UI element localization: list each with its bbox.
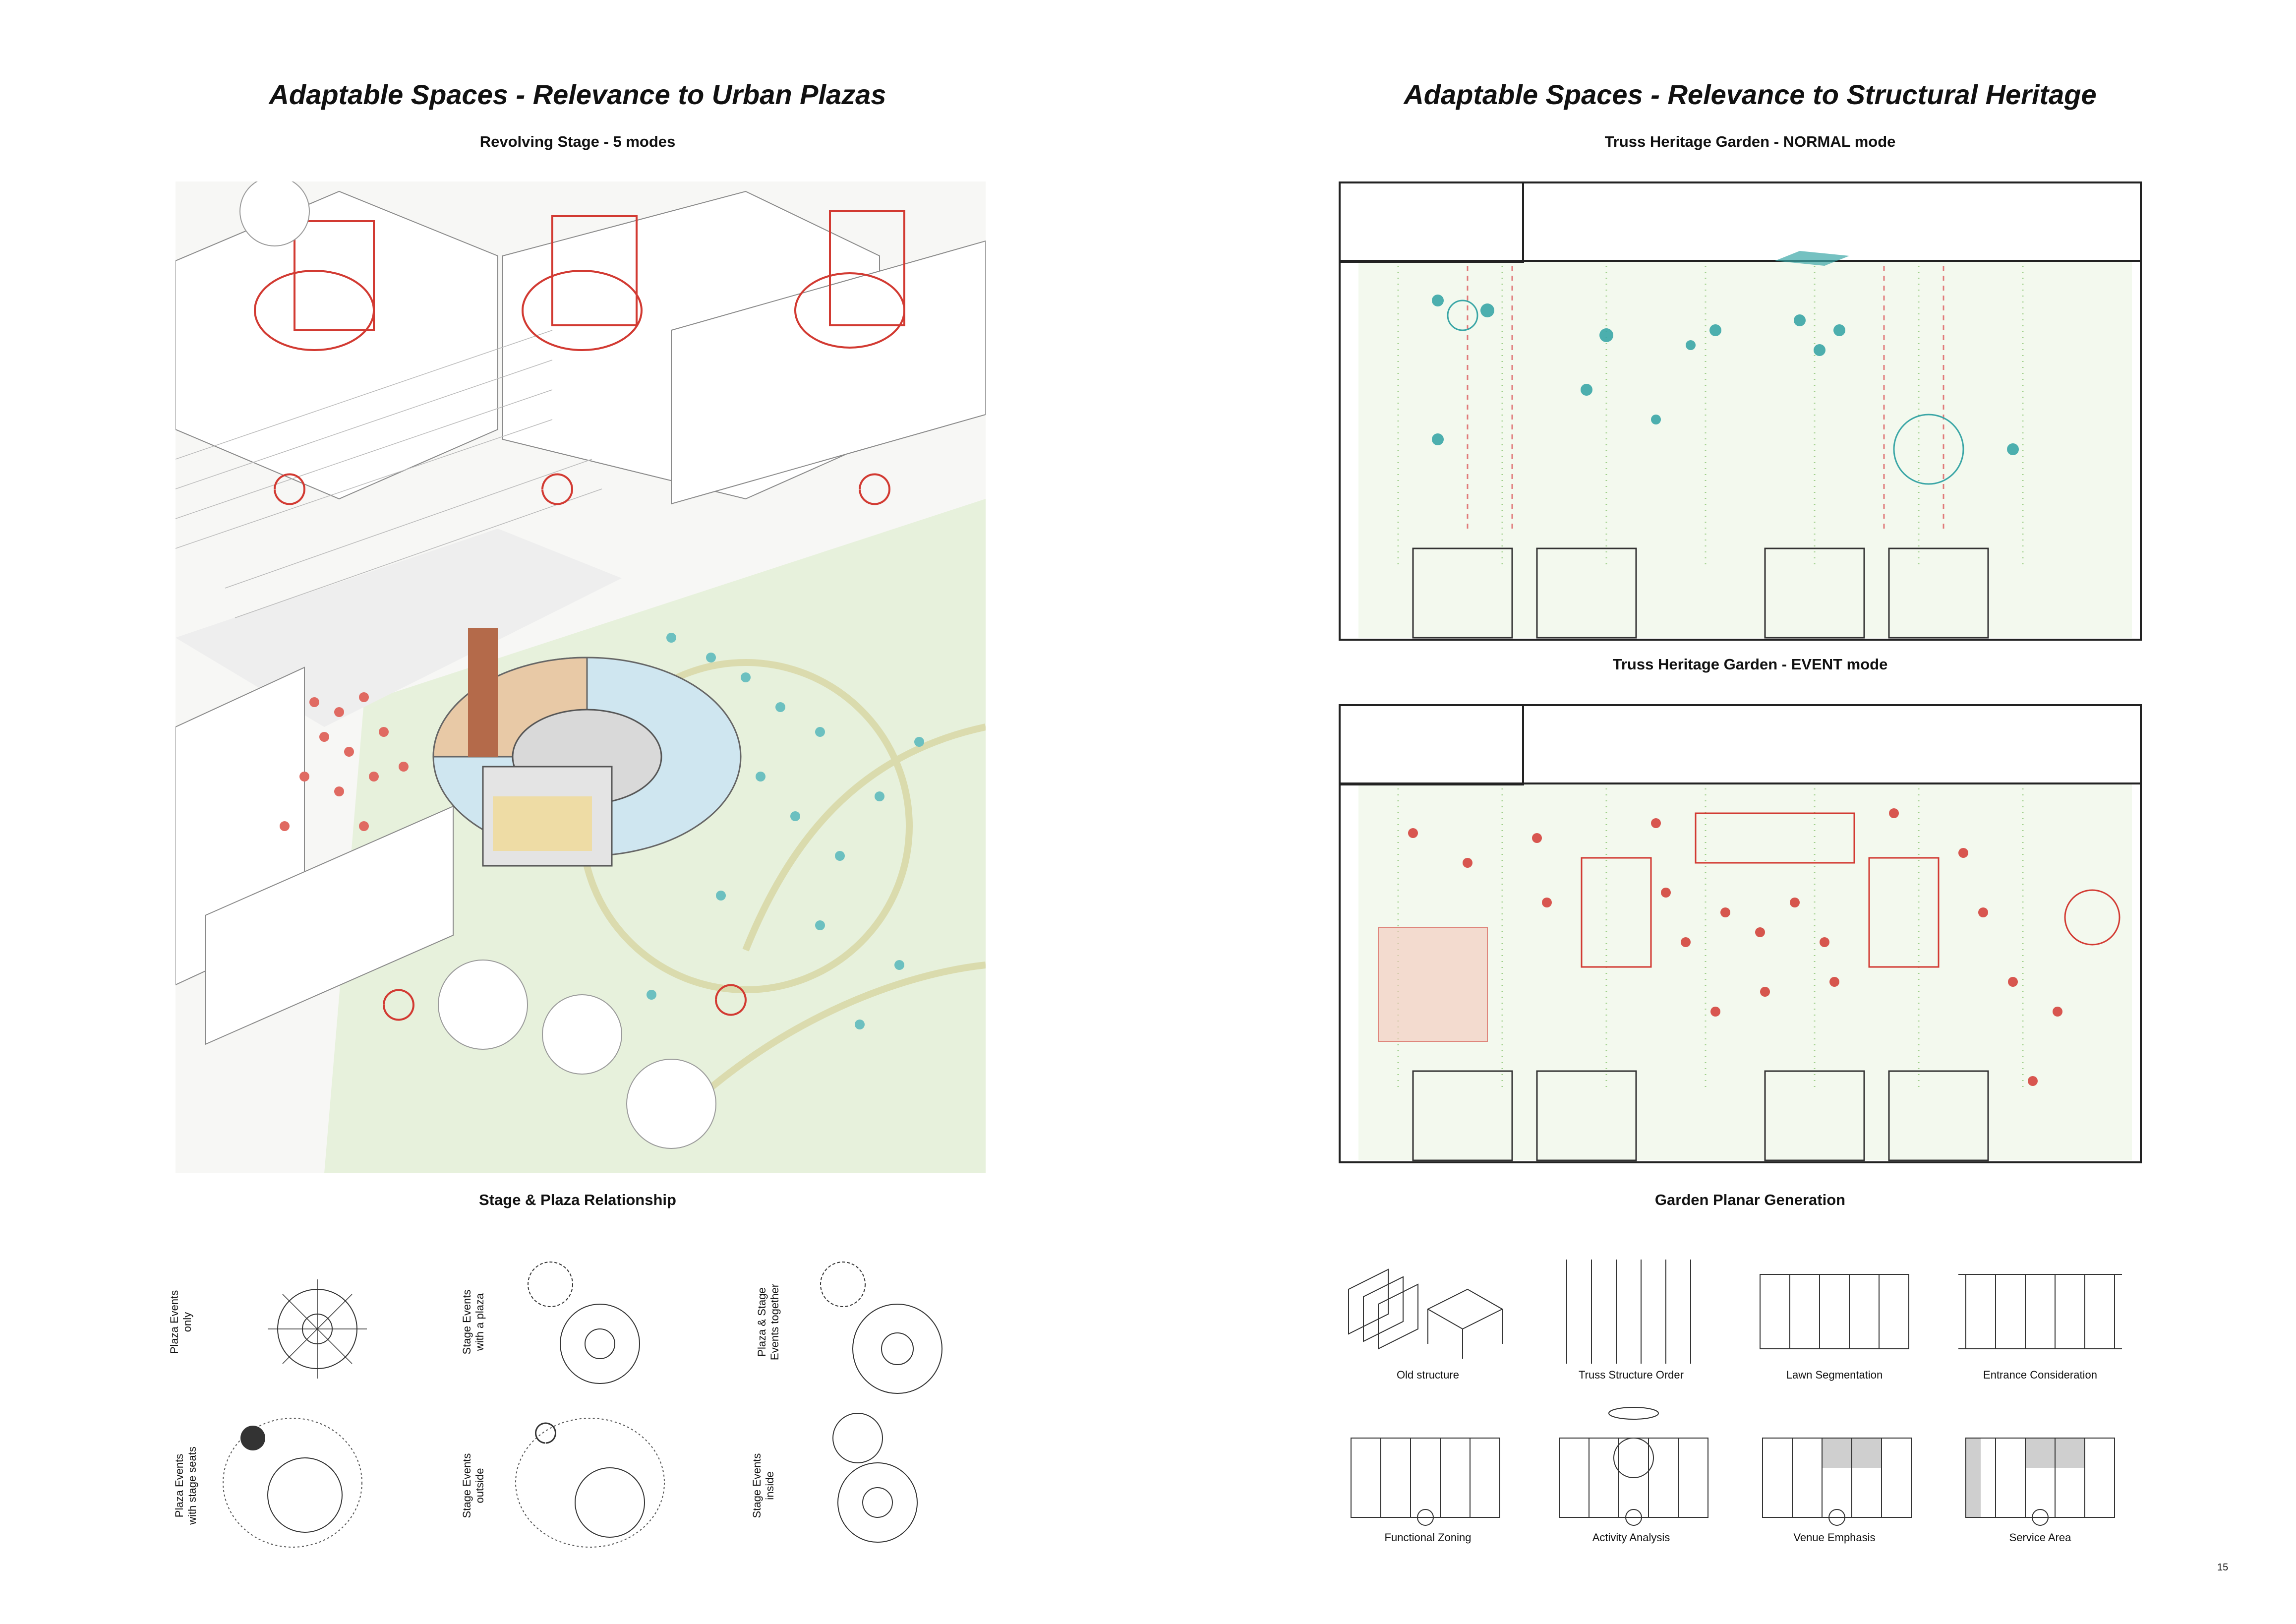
step-diagram-venue-emphasis <box>1755 1418 1919 1527</box>
right-page-title: Adaptable Spaces - Relevance to Structural Heritage <box>1404 79 2097 110</box>
garden-planar-generation-subtitle: Garden Planar Generation <box>1654 1191 1846 1208</box>
mode-diagram-6 <box>818 1408 947 1557</box>
mode-label-line: with stage seats <box>186 1446 198 1525</box>
mode-diagram-2 <box>511 1250 659 1398</box>
mode-label-line: inside <box>764 1471 776 1500</box>
mode-label-2 <box>461 1272 486 1372</box>
step-diagram-service-area <box>1958 1418 2122 1527</box>
mode-label-6 <box>751 1436 776 1535</box>
step-caption-7: Venue Emphasis <box>1793 1531 1876 1544</box>
mode-label-line: outside <box>473 1468 486 1504</box>
step-caption-5: Functional Zoning <box>1384 1531 1472 1544</box>
step-diagram-functional-zoning <box>1344 1418 1507 1527</box>
step-diagram-truss-order <box>1552 1255 1710 1369</box>
mode-diagram-4 <box>218 1408 367 1557</box>
mode-diagram-5 <box>511 1408 669 1557</box>
step-diagram-entrance <box>1958 1255 2122 1369</box>
normal-mode-subtitle: Truss Heritage Garden - NORMAL mode <box>1604 133 1896 150</box>
mode-label-4 <box>173 1431 199 1540</box>
revolving-stage-subtitle: Revolving Stage - 5 modes <box>479 133 676 150</box>
mode-label-line: Events together <box>768 1283 781 1361</box>
step-diagram-old-structure <box>1344 1260 1507 1359</box>
step-diagram-activity-analysis <box>1552 1403 1715 1527</box>
step-caption-8: Service Area <box>2009 1531 2071 1544</box>
page-number: 15 <box>2217 1562 2229 1573</box>
mode-diagram-3 <box>803 1250 962 1403</box>
mode-label-1 <box>168 1272 194 1372</box>
event-mode-subtitle: Truss Heritage Garden - EVENT mode <box>1612 656 1888 673</box>
mode-label-line: Plaza & Stage <box>756 1287 768 1357</box>
mode-label-line: Stage Events <box>751 1453 763 1518</box>
mode-label-5 <box>461 1436 486 1535</box>
mode-label-line: only <box>181 1312 193 1332</box>
left-page-title: Adaptable Spaces - Relevance to Urban Plazas <box>269 79 886 110</box>
event-mode-plan <box>1339 704 2142 1163</box>
normal-mode-plan <box>1339 181 2142 641</box>
mode-label-line: with a plaza <box>473 1293 486 1351</box>
mode-label-line: Stage Events <box>461 1453 473 1518</box>
axonometric-plaza-drawing <box>176 181 986 1173</box>
mode-label-3 <box>756 1267 781 1377</box>
mode-label-line: Plaza Events <box>173 1453 185 1518</box>
step-caption-6: Activity Analysis <box>1592 1531 1670 1544</box>
mode-diagram-1 <box>258 1269 377 1388</box>
stage-plaza-relationship-subtitle: Stage & Plaza Relationship <box>479 1191 676 1208</box>
step-caption-3: Lawn Segmentation <box>1786 1369 1883 1381</box>
step-caption-1: Old structure <box>1397 1369 1459 1381</box>
mode-label-line: Plaza Events <box>168 1290 180 1354</box>
mode-label-line: Stage Events <box>461 1289 473 1355</box>
step-caption-2: Truss Structure Order <box>1579 1369 1684 1381</box>
step-caption-4: Entrance Consideration <box>1983 1369 2097 1381</box>
step-diagram-lawn-segmentation <box>1755 1255 1914 1369</box>
